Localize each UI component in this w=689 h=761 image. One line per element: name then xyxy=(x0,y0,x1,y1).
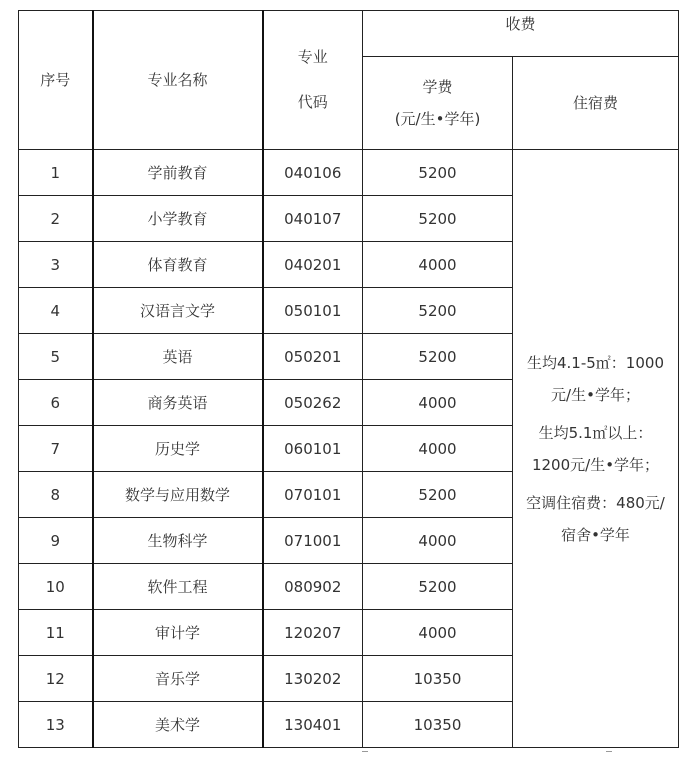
cell-tuition: 4000 xyxy=(363,610,513,656)
cell-seq: 10 xyxy=(19,564,93,610)
housing-fee-line6: 宿舍•学年 xyxy=(561,525,630,544)
housing-fee-line3: 生均5.1㎡以上： xyxy=(538,423,653,442)
header-tuition-line2: (元/生•学年) xyxy=(394,110,481,128)
cell-housing-fee xyxy=(513,150,679,748)
cell-tuition: 5200 xyxy=(363,288,513,334)
cell-major-name: 商务英语 xyxy=(93,380,263,426)
cell-major-code: 080902 xyxy=(263,564,363,610)
cell-major-name: 小学教育 xyxy=(93,196,263,242)
cell-major-code: 130202 xyxy=(263,656,363,702)
cell-seq: 11 xyxy=(19,610,93,656)
fee-table xyxy=(18,10,679,748)
cell-tuition: 5200 xyxy=(363,564,513,610)
cell-tuition: 10350 xyxy=(363,702,513,748)
cell-major-code: 040107 xyxy=(263,196,363,242)
cell-major-name: 汉语言文学 xyxy=(93,288,263,334)
header-housing xyxy=(513,57,679,150)
cell-seq: 5 xyxy=(19,334,93,380)
footer-marks xyxy=(360,751,660,761)
cell-seq: 2 xyxy=(19,196,93,242)
cell-major-code: 040201 xyxy=(263,242,363,288)
cell-major-name: 数学与应用数学 xyxy=(93,472,263,518)
header-tuition xyxy=(363,57,513,150)
cell-major-code: 060101 xyxy=(263,426,363,472)
header-fees-group-label: 收费 xyxy=(505,14,536,33)
cell-seq: 7 xyxy=(19,426,93,472)
header-row-top xyxy=(19,11,679,57)
cell-major-name: 音乐学 xyxy=(93,656,263,702)
cell-tuition: 4000 xyxy=(363,242,513,288)
cell-seq: 3 xyxy=(19,242,93,288)
cell-major-name: 生物科学 xyxy=(93,518,263,564)
cell-major-code: 050201 xyxy=(263,334,363,380)
cell-seq: 6 xyxy=(19,380,93,426)
cell-seq: 13 xyxy=(19,702,93,748)
cell-major-code: 070101 xyxy=(263,472,363,518)
cell-major-name: 英语 xyxy=(93,334,263,380)
cell-major-name: 体育教育 xyxy=(93,242,263,288)
cell-seq: 4 xyxy=(19,288,93,334)
housing-fee-line1: 生均4.1-5㎡：1000 xyxy=(527,353,664,372)
header-major-code-line2: 代码 xyxy=(297,93,328,111)
header-fees-group xyxy=(363,11,679,57)
cell-major-name: 历史学 xyxy=(93,426,263,472)
cell-major-name: 软件工程 xyxy=(93,564,263,610)
cell-major-code: 120207 xyxy=(263,610,363,656)
housing-fee-line5: 空调住宿费：480元/ xyxy=(526,493,665,512)
cell-tuition: 10350 xyxy=(363,656,513,702)
header-major-code xyxy=(263,11,363,150)
header-seq xyxy=(19,11,93,150)
header-major-name-label: 专业名称 xyxy=(147,71,208,89)
cell-tuition: 5200 xyxy=(363,150,513,196)
cell-major-code: 071001 xyxy=(263,518,363,564)
cell-tuition: 4000 xyxy=(363,518,513,564)
cell-major-name: 学前教育 xyxy=(93,150,263,196)
header-housing-label: 住宿费 xyxy=(573,94,619,112)
cell-major-code: 040106 xyxy=(263,150,363,196)
table-row xyxy=(19,150,679,196)
header-major-name xyxy=(93,11,263,150)
housing-fee-line2: 元/生•学年； xyxy=(551,385,640,404)
cell-tuition: 4000 xyxy=(363,426,513,472)
housing-fee-line4: 1200元/生•学年； xyxy=(531,455,660,474)
cell-tuition: 5200 xyxy=(363,334,513,380)
cell-major-code: 050262 xyxy=(263,380,363,426)
header-seq-label: 序号 xyxy=(40,71,71,89)
cell-major-name: 美术学 xyxy=(93,702,263,748)
cell-tuition: 5200 xyxy=(363,196,513,242)
cell-seq: 9 xyxy=(19,518,93,564)
cell-major-code: 050101 xyxy=(263,288,363,334)
cell-seq: 8 xyxy=(19,472,93,518)
header-major-code-line1: 专业 xyxy=(297,48,328,66)
cell-major-name: 审计学 xyxy=(93,610,263,656)
cell-tuition: 5200 xyxy=(363,472,513,518)
cell-seq: 1 xyxy=(19,150,93,196)
cell-seq: 12 xyxy=(19,656,93,702)
header-tuition-line1: 学费 xyxy=(422,78,453,96)
cell-tuition: 4000 xyxy=(363,380,513,426)
cell-major-code: 130401 xyxy=(263,702,363,748)
